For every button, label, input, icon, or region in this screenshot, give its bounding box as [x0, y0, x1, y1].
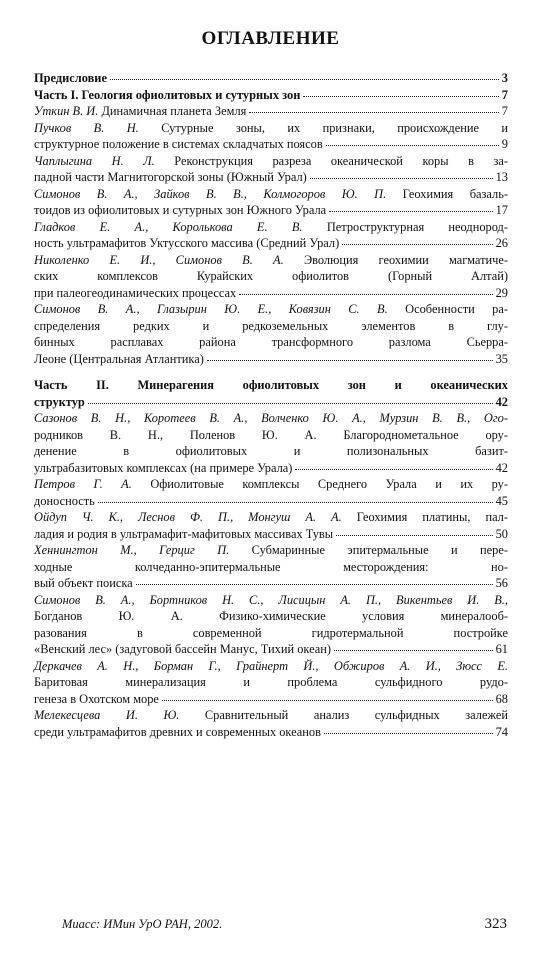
entry-page: 50 [495, 526, 508, 541]
entry-page: 17 [495, 203, 508, 217]
leader-dots [136, 583, 493, 585]
leader-dots [88, 402, 493, 404]
entry-title-line: денение в офиолитовых и полизональных базит- [34, 444, 508, 458]
entry-title-line: структурное положение в системах складчатых поясов [34, 137, 323, 151]
leader-dots [324, 732, 493, 734]
entry-authors: Симонов В. А., Зайков В. В., Колмогоров Ю. П. [34, 186, 387, 201]
leader-dots [334, 649, 493, 651]
entry-title-line: доносность [34, 493, 95, 508]
toc-entry[interactable] [34, 707, 508, 740]
entry-page: 56 [495, 576, 508, 590]
entry-page: 42 [495, 394, 508, 409]
leader-dots [249, 111, 498, 113]
entry-page: 68 [495, 691, 508, 706]
entry-authors: Николенко Е. И., Симонов В. А. [34, 252, 284, 267]
page-title: ОГЛАВЛЕНИЕ [201, 28, 340, 49]
entry-title-line: Реконструкция разреза океанической коры в за- [174, 153, 508, 168]
entry-title-line: тоидов из офиолитовых и сутурных зон Южного Урала [34, 203, 327, 217]
entry-authors: Ойдуп Ч. К., Леснов Ф. П., Монгуш А. А. [34, 510, 342, 524]
leader-dots [342, 243, 492, 245]
toc-entry-part-2[interactable] [34, 377, 508, 410]
entry-page: 42 [495, 460, 508, 475]
entry-page: 26 [495, 236, 508, 250]
leader-dots [98, 501, 493, 503]
entry-authors: Сазонов В. Н., Коротеев В. А., Волченко Ю. А., Мурзин В. В., Ого- [34, 411, 508, 425]
entry-page: 3 [501, 71, 508, 85]
entry-page: 29 [495, 285, 508, 300]
entry-page: 45 [495, 493, 508, 508]
toc-entry[interactable] [34, 542, 508, 592]
entry-page: 74 [495, 724, 508, 739]
entry-title-line: ских комплексов Курайских офиолитов (Горный Алтай) [34, 269, 508, 283]
leader-dots [295, 468, 492, 470]
entry-title-line: родников В. Н., Поленов Ю. А. Благороднометальное ору- [34, 427, 508, 442]
entry-title-line: разования в современной гидротермальной постройке [34, 625, 508, 640]
entry-title-line: падной части Магнитогорской зоны (Южный Урал) [34, 170, 307, 184]
entry-page: 7 [501, 104, 508, 118]
entry-authors: Хеннингтон М., Герциг П. [34, 543, 230, 557]
publisher-imprint: Миасс: ИМин УрО РАН, 2002. [62, 917, 223, 931]
entry-title-line: ладия и родия в ультрамафит-мафитовых массивах Тувы [34, 526, 334, 541]
entry-title-line: Геохимия базаль- [402, 186, 508, 201]
entry-title-line: среди ультрамафитов древних и современных океанов [34, 724, 321, 739]
leader-dots [162, 699, 493, 701]
entry-authors: Чаплыгина Н. Л. [34, 153, 155, 168]
toc-entry[interactable] [34, 153, 508, 186]
leader-dots [336, 534, 493, 536]
entry-authors: Симонов В. А., Глазырин Ю. Е., Ковязин С. В. [34, 302, 388, 316]
entry-title-line: бинных расплавах района трансформного разлома Сьерра- [34, 335, 508, 349]
leader-dots [310, 177, 493, 179]
leader-dots [303, 95, 498, 97]
toc-entry[interactable] [34, 120, 508, 153]
entry-title-line: Особенности ра- [405, 302, 508, 316]
entry-title-line: Сутурные зоны, их признаки, происхождение и [161, 120, 508, 135]
toc-entry[interactable] [34, 252, 508, 302]
entry-title-line: Сравнительный анализ сульфидных залежей [204, 708, 508, 722]
entry-title-line: Леоне (Центральная Атлантика) [34, 351, 204, 366]
entry-page: 13 [495, 170, 508, 184]
entry-title-line: Баритовая минерализация и проблема сульфидного рудо- [34, 675, 508, 689]
entry-authors: Пучков В. Н. [34, 120, 139, 135]
toc-entry[interactable] [34, 410, 508, 476]
entry-page: 9 [501, 137, 508, 151]
entry-title-line: Часть II. Минерагения офиолитовых зон и океанических [34, 378, 508, 392]
page-footer [62, 917, 507, 933]
entry-title: Предисловие [34, 71, 107, 85]
toc-entry[interactable] [34, 592, 508, 658]
toc-entry[interactable] [34, 103, 508, 120]
entry-authors: Симонов В. А., Бортников Н. С., Лисицын А. П., Викентьев И. В., [34, 592, 508, 607]
entry-title-line: ультрабазитовых комплексах (на примере Урала) [34, 460, 293, 475]
toc-entry-preface[interactable] [34, 70, 508, 87]
entry-title-line: спределения редких и редкоземельных элементов в глу- [34, 318, 508, 333]
leader-dots [110, 78, 499, 80]
entry-title: Часть I. Геология офиолитовых и сутурных зон [34, 87, 301, 102]
leader-dots [326, 144, 499, 146]
entry-title-line: «Венский лес» (задуговой бассейн Манус, Тихий океан) [34, 642, 332, 656]
leader-dots [207, 359, 493, 361]
leader-dots [239, 293, 492, 295]
entry-title-line: Петроструктурная неоднород- [326, 219, 508, 234]
entry-authors: Петров Г. А. [34, 477, 132, 491]
entry-title: Динамичная планета Земля [101, 104, 247, 118]
toc-list [34, 70, 508, 740]
entry-title-line: Эволюция геохимии магматиче- [303, 252, 508, 267]
entry-title-line: Субмаринные эпитермальные и пере- [251, 543, 508, 557]
entry-authors: Гладков Е. А., Королькова Е. В. [34, 219, 303, 234]
entry-authors: Деркачев А. Н., Борман Г., Грайнерт Й., Обжиров А. И., Зюсс Е. [34, 658, 508, 673]
entry-title-line: при палеогеодинамических процессах [34, 285, 237, 300]
entry-title-line: структур [34, 394, 85, 409]
entry-title-line: ность ультрамафитов Уктусского массива (Средний Урал) [34, 236, 340, 250]
entry-title-line: Офиолитовые комплексы Среднего Урала и их ру- [150, 477, 508, 491]
entry-page: 35 [495, 351, 508, 366]
entry-page: 61 [495, 642, 508, 656]
entry-title-line: генеза в Охотском море [34, 691, 159, 706]
entry-page: 7 [501, 87, 508, 102]
entry-title-line: Богданов Ю. А. Физико-химические условия минералооб- [34, 609, 508, 623]
toc-entry[interactable] [34, 219, 508, 252]
entry-authors: Уткин В. И. [34, 104, 99, 118]
toc-entry[interactable] [34, 301, 508, 367]
entry-authors: Мелекесцева И. Ю. [34, 708, 180, 722]
leader-dots [329, 210, 492, 212]
toc-entry[interactable] [34, 509, 508, 542]
toc-entry[interactable] [34, 476, 508, 509]
page-number: 323 [484, 916, 507, 932]
toc-entry-part-1[interactable] [34, 87, 508, 104]
entry-title-line: ходные колчеданно-эпитермальные месторождения: но- [34, 559, 508, 574]
toc-entry[interactable] [34, 658, 508, 708]
entry-title-line: Геохимия платины, пал- [356, 510, 508, 524]
toc-entry[interactable] [34, 186, 508, 219]
entry-title-line: вый объект поиска [34, 576, 133, 590]
